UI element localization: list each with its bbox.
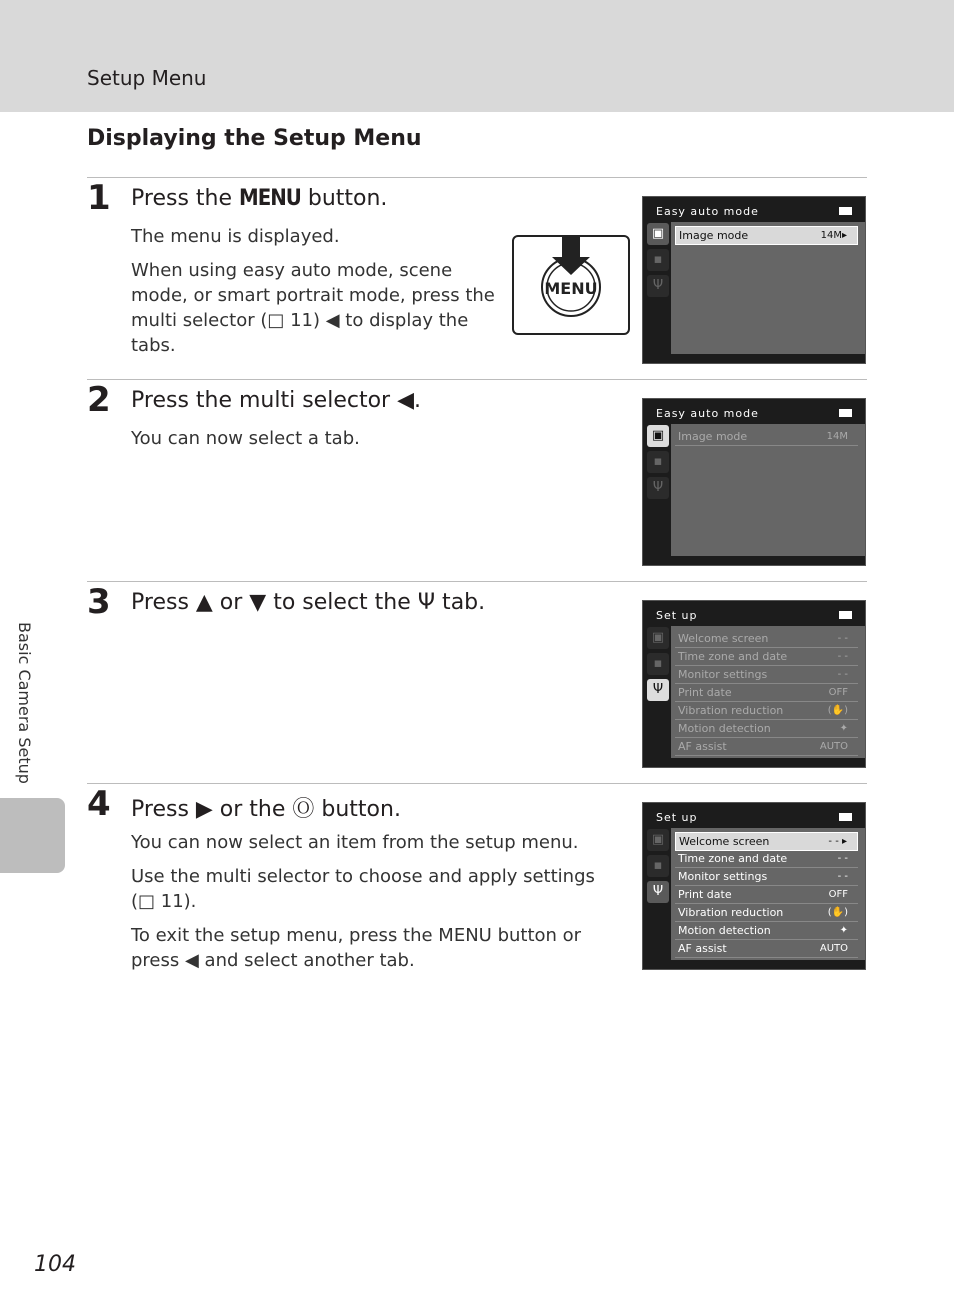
wrench-icon: Ψ <box>647 477 669 499</box>
step-body <box>131 224 496 367</box>
step-paragraph: When using easy auto mode, scene mode, or smart portrait mode, press the multi selector (□ 11) ◀ to display the tabs. <box>131 260 495 356</box>
camera-icon: ▣ <box>647 829 669 851</box>
camera-screen <box>642 398 866 566</box>
screen-title: Set up <box>656 811 698 824</box>
movie-icon: ▪ <box>647 451 669 473</box>
step-paragraph: Use the multi selector to choose and apply settings (□ 11). <box>131 866 595 912</box>
menu-button-illustration <box>512 235 630 335</box>
step-body <box>131 426 531 460</box>
tab-strip <box>647 829 671 907</box>
screen-title: Set up <box>656 609 698 622</box>
menu-item: Print date OFF <box>675 886 858 904</box>
menu-item: Welcome screen - - ▸ <box>675 832 858 851</box>
screen-title: Easy auto mode <box>656 205 759 218</box>
battery-icon <box>839 409 852 417</box>
menu-panel <box>671 828 865 960</box>
movie-icon: ▪ <box>647 855 669 877</box>
menu-item: Time zone and date - - <box>675 648 858 666</box>
step-title: Press ▶ or the Ⓞ button. <box>131 797 401 822</box>
battery-icon <box>839 611 852 619</box>
page-number: 104 <box>34 1252 76 1277</box>
screen-title: Easy auto mode <box>656 407 759 420</box>
camera-screen <box>642 802 866 970</box>
step-title: Press ▲ or ▼ to select the Ψ tab. <box>131 590 486 615</box>
step-paragraph: To exit the setup menu, press the MENU button or press ◀ and select another tab. <box>131 925 582 971</box>
step-number: 2 <box>87 380 111 420</box>
divider <box>87 581 867 582</box>
step-paragraph: You can now select an item from the setup menu. <box>131 832 579 853</box>
menu-item: Print date OFF <box>675 684 858 702</box>
menu-item: Welcome screen - - <box>675 630 858 648</box>
menu-item: Image mode 14M▸ <box>675 226 858 245</box>
battery-icon <box>839 207 852 215</box>
page-heading: Displaying the Setup Menu <box>87 126 422 151</box>
menu-press-icon <box>514 237 628 333</box>
menu-item: Monitor settings - - <box>675 666 858 684</box>
menu-panel <box>671 626 865 758</box>
page-header <box>0 0 954 112</box>
menu-item: Motion detection ✦ <box>675 720 858 738</box>
step-title: Press the multi selector ◀. <box>131 388 421 413</box>
camera-icon: ▣ <box>647 223 669 245</box>
menu-item: Vibration reduction (✋) <box>675 702 858 720</box>
camera-screen <box>642 196 866 364</box>
camera-icon: ▣ <box>647 425 669 447</box>
tab-strip <box>647 425 671 503</box>
step-paragraph: You can now select a tab. <box>131 428 360 449</box>
menu-item: Monitor settings - - <box>675 868 858 886</box>
menu-panel <box>671 222 865 354</box>
divider <box>87 783 867 784</box>
menu-panel <box>671 424 865 556</box>
step-body <box>131 830 611 982</box>
menu-button-label: MENU <box>544 279 598 298</box>
battery-icon <box>839 813 852 821</box>
step-paragraph: The menu is displayed. <box>131 226 340 247</box>
movie-icon: ▪ <box>647 249 669 271</box>
divider <box>87 379 867 380</box>
menu-item: Vibration reduction (✋) <box>675 904 858 922</box>
camera-screen <box>642 600 866 768</box>
menu-item: AF assist AUTO <box>675 738 858 756</box>
wrench-icon: Ψ <box>647 275 669 297</box>
tab-strip <box>647 627 671 705</box>
section-title: Setup Menu <box>87 66 207 90</box>
divider <box>87 177 867 178</box>
step-title: Press the MENU button. <box>131 186 388 211</box>
wrench-icon: Ψ <box>647 881 669 903</box>
menu-glyph: MENU <box>239 186 301 211</box>
camera-icon: ▣ <box>647 627 669 649</box>
movie-icon: ▪ <box>647 653 669 675</box>
wrench-icon: Ψ <box>647 679 669 701</box>
menu-item: Image mode 14M <box>675 428 858 446</box>
tab-strip <box>647 223 671 301</box>
step-number: 3 <box>87 582 111 622</box>
menu-item: AF assist AUTO <box>675 940 858 958</box>
menu-item: Time zone and date - - <box>675 850 858 868</box>
chapter-tab <box>0 798 65 873</box>
step-number: 1 <box>87 178 111 218</box>
step-number: 4 <box>87 784 111 824</box>
menu-item: Motion detection ✦ <box>675 922 858 940</box>
side-chapter-label: Basic Camera Setup <box>15 622 34 784</box>
